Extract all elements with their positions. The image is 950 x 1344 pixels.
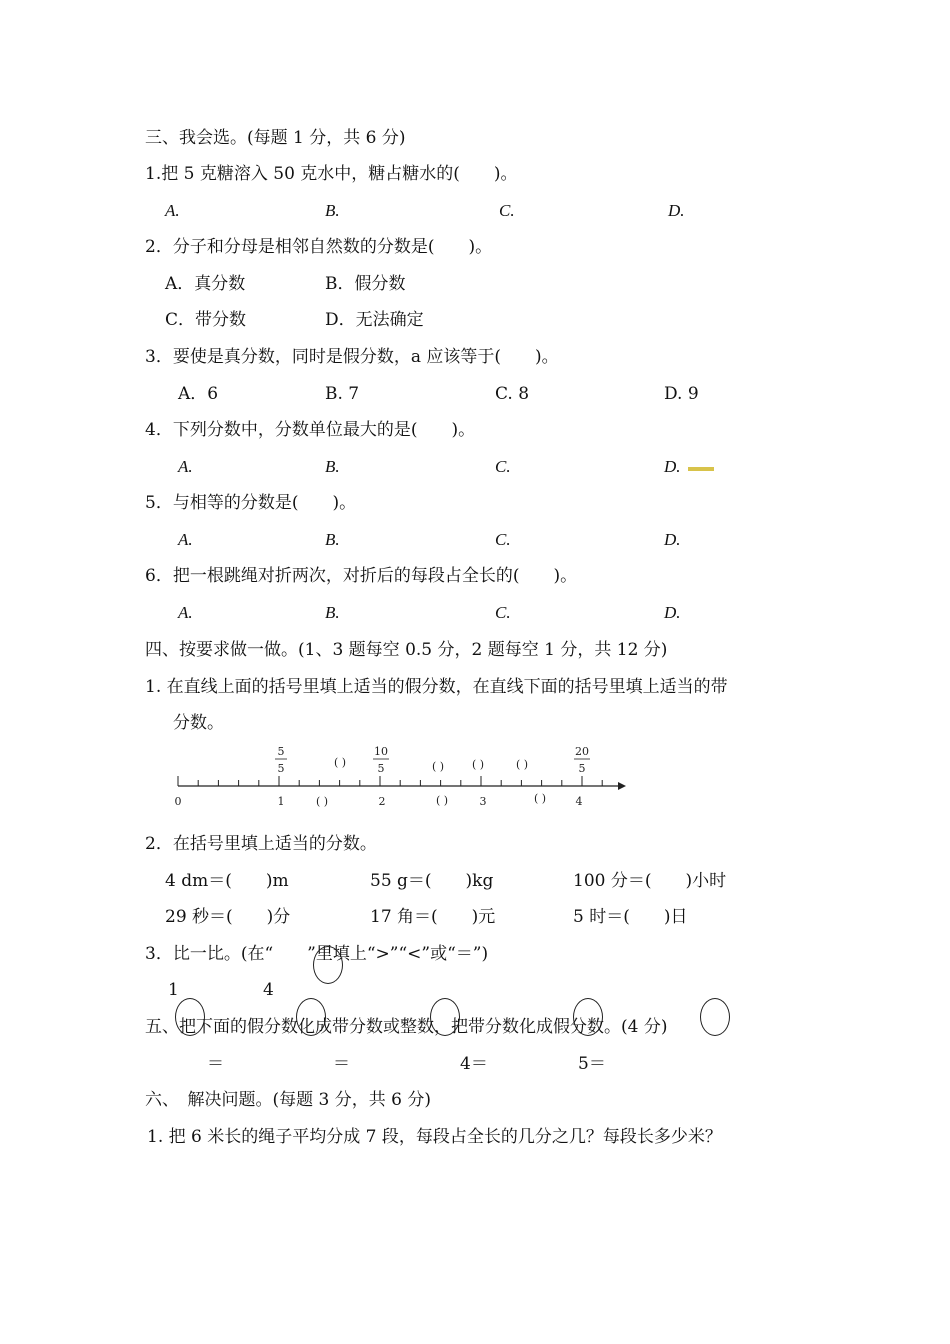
option-a: A．真分数	[165, 274, 246, 294]
blank-below: ( )	[315, 795, 329, 808]
svg-text:5: 5	[277, 745, 285, 758]
option-c: C.	[495, 457, 511, 476]
option-a: A.	[178, 457, 193, 476]
section-6-title: 六、 解决问题。(每题 3 分，共 6 分)	[145, 1090, 432, 1110]
section-3-title: 三、我会选。(每题 1 分，共 6 分)	[145, 128, 406, 148]
conversion-item: 100 分＝( )小时	[573, 871, 727, 891]
option-b: B.	[325, 603, 340, 622]
compare-circle[interactable]	[313, 946, 343, 984]
highlight-mark	[688, 467, 714, 471]
question-4-1-line1: 1. 在直线上面的括号里填上适当的假分数，在直线下面的括号里填上适当的带	[145, 677, 728, 697]
svg-text:5: 5	[578, 762, 586, 775]
option-b: B．假分数	[325, 274, 406, 294]
conversion-item: 5 时＝( )日	[573, 907, 688, 927]
question-3-5: 5．与相等的分数是( )。	[145, 493, 357, 513]
option-a: A.	[178, 603, 193, 622]
compare-number: 1	[168, 980, 179, 1000]
option-c: C．带分数	[165, 310, 247, 330]
question-3-2: 2．分子和分母是相邻自然数的分数是( )。	[145, 237, 493, 257]
conversion-item: 29 秒＝( )分	[165, 907, 291, 927]
conversion-item: 17 角＝( )元	[370, 907, 496, 927]
option-a: A．6	[178, 384, 219, 404]
convert-item: ＝	[333, 1054, 350, 1074]
section-5-title: 五、把下面的假分数化成带分数或整数，把带分数化成假分数。(4 分)	[145, 1017, 668, 1037]
question-3-3: 3．要使是真分数，同时是假分数，a 应该等于( )。	[145, 347, 559, 367]
fraction-10-5	[373, 745, 389, 775]
question-3-6: 6．把一根跳绳对折两次，对折后的每段占全长的( )。	[145, 566, 578, 586]
option-a: A.	[178, 530, 193, 549]
fraction-5-5	[275, 745, 287, 775]
option-d: D．无法确定	[325, 310, 424, 330]
option-c: C.	[495, 603, 511, 622]
tick-label-4: 4	[575, 795, 583, 808]
blank-above: ( )	[515, 758, 529, 771]
option-d: D.	[668, 201, 685, 220]
svg-text:5: 5	[377, 762, 385, 775]
blank-below: ( )	[435, 794, 449, 807]
question-4-1-line2: 分数。	[173, 713, 224, 733]
svg-text:5: 5	[277, 762, 285, 775]
option-b: B. 7	[325, 384, 360, 404]
option-a: A.	[165, 201, 180, 220]
convert-item: 5＝	[578, 1054, 606, 1074]
svg-text:10: 10	[374, 745, 388, 758]
blank-above: ( )	[431, 760, 445, 773]
tick-label-2: 2	[378, 795, 386, 808]
fraction-20-5	[574, 745, 590, 775]
tick-label-3: 3	[479, 795, 487, 808]
question-3-4: 4．下列分数中，分数单位最大的是( )。	[145, 420, 476, 440]
blank-above: ( )	[333, 756, 347, 769]
option-d: D.	[664, 603, 681, 622]
conversion-item: 55 g＝( )kg	[370, 871, 494, 891]
convert-item: 4＝	[460, 1054, 488, 1074]
question-3-1: 1.把 5 克糖溶入 50 克水中，糖占糖水的( )。	[145, 164, 518, 184]
option-b: B.	[325, 530, 340, 549]
compare-number: 4	[263, 980, 274, 1000]
conversion-item: 4 dm＝( )m	[165, 871, 289, 891]
section-4-title: 四、按要求做一做。(1、3 题每空 0.5 分，2 题每空 1 分，共 12 分)	[145, 640, 668, 660]
option-c: C. 8	[495, 384, 530, 404]
number-line	[170, 738, 640, 813]
option-d: D.	[664, 457, 681, 476]
option-b: B.	[325, 201, 340, 220]
option-c: C.	[495, 530, 511, 549]
option-c: C.	[499, 201, 515, 220]
tick-label-0: 0	[174, 795, 182, 808]
option-b: B.	[325, 457, 340, 476]
blank-above: ( )	[471, 758, 485, 771]
svg-text:20: 20	[575, 745, 589, 758]
option-d: D.	[664, 530, 681, 549]
question-4-2: 2．在括号里填上适当的分数。	[145, 834, 377, 854]
option-d: D. 9	[664, 384, 699, 404]
convert-item: ＝	[207, 1054, 224, 1074]
blank-below: ( )	[533, 792, 547, 805]
question-6-1: 1. 把 6 米长的绳子平均分成 7 段，每段占全长的几分之几？每段长多少米？	[147, 1127, 722, 1147]
question-4-3: 3．比一比。(在“ ”里填上“>”“<”或“＝”)	[145, 944, 489, 964]
tick-label-1: 1	[277, 795, 285, 808]
compare-circle[interactable]	[700, 998, 730, 1036]
